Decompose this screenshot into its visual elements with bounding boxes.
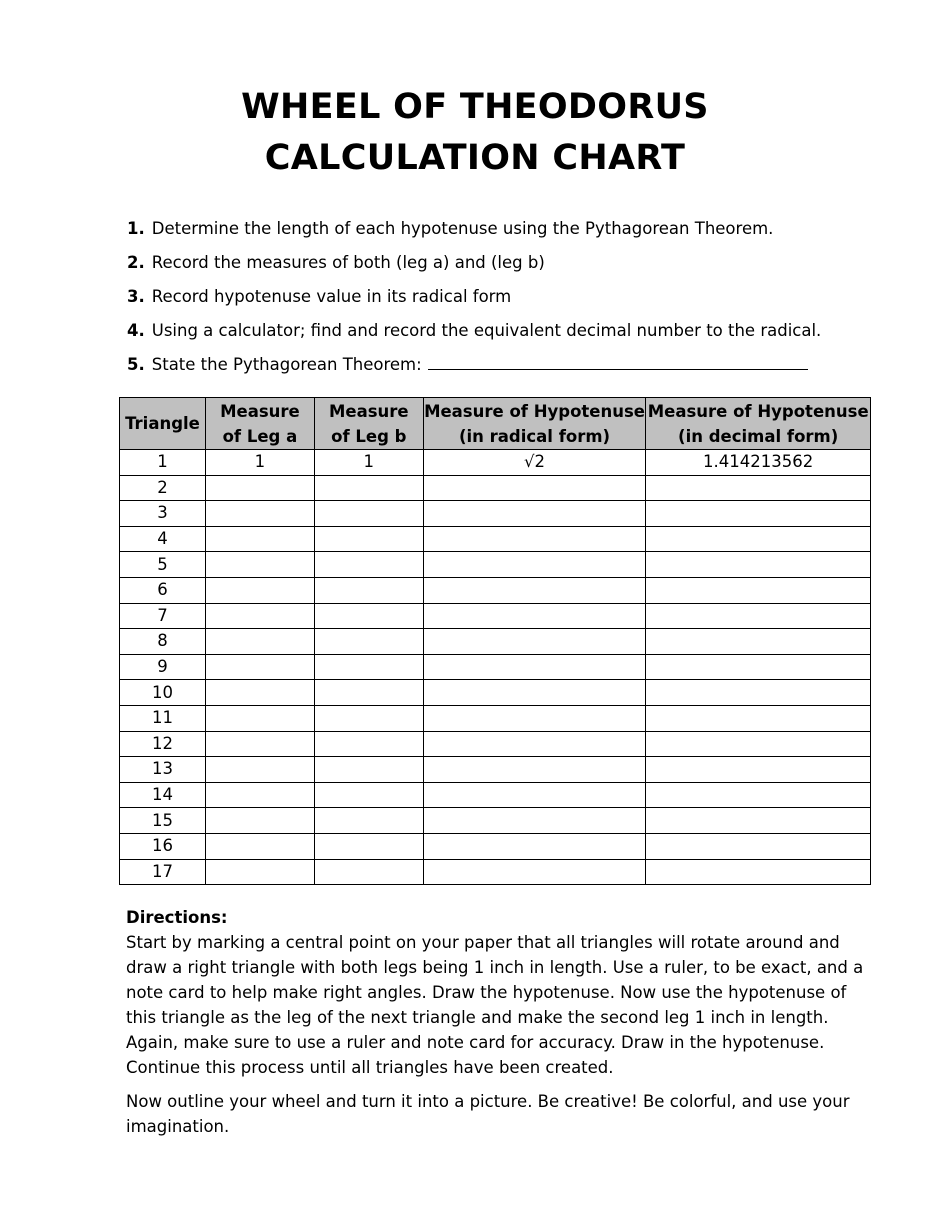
step-text: Determine the length of each hypotenuse using the Pythagorean Theorem. xyxy=(151,219,774,238)
hypotenuse-radical-cell[interactable] xyxy=(423,680,646,706)
table-row xyxy=(120,731,871,757)
directions-heading: Directions: xyxy=(126,908,228,927)
triangle-number-cell: 9 xyxy=(120,654,206,680)
leg-b-cell[interactable]: 1 xyxy=(314,450,423,476)
hypotenuse-decimal-cell[interactable] xyxy=(646,833,871,859)
table-row xyxy=(120,859,871,885)
table-row xyxy=(120,808,871,834)
triangle-number-cell: 16 xyxy=(120,833,206,859)
table-row xyxy=(120,552,871,578)
table-row xyxy=(120,833,871,859)
triangle-number-cell: 17 xyxy=(120,859,206,885)
leg-a-cell[interactable] xyxy=(205,526,314,552)
leg-b-cell[interactable] xyxy=(314,501,423,527)
hypotenuse-decimal-cell[interactable] xyxy=(646,629,871,655)
column-header-leg-a: Measure of Leg a xyxy=(205,398,314,450)
leg-b-cell[interactable] xyxy=(314,680,423,706)
leg-b-cell[interactable] xyxy=(314,757,423,783)
triangle-number-cell: 14 xyxy=(120,782,206,808)
hypotenuse-radical-cell[interactable] xyxy=(423,654,646,680)
table-row xyxy=(120,501,871,527)
hypotenuse-decimal-cell[interactable] xyxy=(646,705,871,731)
leg-a-cell[interactable] xyxy=(205,705,314,731)
leg-b-cell[interactable] xyxy=(314,705,423,731)
leg-a-cell[interactable] xyxy=(205,577,314,603)
step-text: Record the measures of both (leg a) and (leg b) xyxy=(151,253,545,272)
table-row xyxy=(120,629,871,655)
leg-a-cell[interactable] xyxy=(205,808,314,834)
hypotenuse-radical-cell[interactable]: √2 xyxy=(423,450,646,476)
hypotenuse-decimal-cell[interactable] xyxy=(646,526,871,552)
leg-b-cell[interactable] xyxy=(314,808,423,834)
leg-a-cell[interactable] xyxy=(205,757,314,783)
hypotenuse-decimal-cell[interactable] xyxy=(646,577,871,603)
table-body xyxy=(120,450,871,885)
hypotenuse-radical-cell[interactable] xyxy=(423,859,646,885)
hypotenuse-decimal-cell[interactable] xyxy=(646,603,871,629)
instruction-list xyxy=(127,212,821,382)
triangle-number-cell: 4 xyxy=(120,526,206,552)
hypotenuse-radical-cell[interactable] xyxy=(423,526,646,552)
hypotenuse-radical-cell[interactable] xyxy=(423,705,646,731)
leg-a-cell[interactable] xyxy=(205,552,314,578)
leg-a-cell[interactable] xyxy=(205,859,314,885)
page-title xyxy=(0,82,950,184)
table-row xyxy=(120,680,871,706)
triangle-number-cell: 5 xyxy=(120,552,206,578)
leg-b-cell[interactable] xyxy=(314,731,423,757)
column-header-hypotenuse-decimal: Measure of Hypotenuse (in decimal form) xyxy=(646,398,871,450)
leg-b-cell[interactable] xyxy=(314,526,423,552)
triangle-number-cell: 3 xyxy=(120,501,206,527)
leg-a-cell[interactable] xyxy=(205,731,314,757)
hypotenuse-decimal-cell[interactable]: 1.414213562 xyxy=(646,450,871,476)
hypotenuse-decimal-cell[interactable] xyxy=(646,757,871,783)
column-header-leg-b: Measure of Leg b xyxy=(314,398,423,450)
table-row xyxy=(120,705,871,731)
title-line-1: WHEEL OF THEODORUS xyxy=(241,87,709,127)
instruction-item xyxy=(127,348,821,382)
leg-b-cell[interactable] xyxy=(314,475,423,501)
triangle-number-cell: 10 xyxy=(120,680,206,706)
leg-a-cell[interactable] xyxy=(205,654,314,680)
table-row xyxy=(120,654,871,680)
step-number: 4. xyxy=(127,321,145,340)
leg-a-cell[interactable] xyxy=(205,603,314,629)
instruction-item xyxy=(127,212,821,246)
hypotenuse-decimal-cell[interactable] xyxy=(646,782,871,808)
hypotenuse-radical-cell[interactable] xyxy=(423,782,646,808)
triangle-number-cell: 13 xyxy=(120,757,206,783)
leg-b-cell[interactable] xyxy=(314,859,423,885)
leg-a-cell[interactable] xyxy=(205,629,314,655)
step-number: 5. xyxy=(127,355,145,374)
hypotenuse-radical-cell[interactable] xyxy=(423,501,646,527)
hypotenuse-decimal-cell[interactable] xyxy=(646,501,871,527)
step-number: 2. xyxy=(127,253,145,272)
hypotenuse-radical-cell[interactable] xyxy=(423,577,646,603)
hypotenuse-decimal-cell[interactable] xyxy=(646,654,871,680)
leg-b-cell[interactable] xyxy=(314,603,423,629)
directions-section xyxy=(126,905,876,1148)
table-row xyxy=(120,450,871,476)
leg-a-cell[interactable]: 1 xyxy=(205,450,314,476)
triangle-number-cell: 11 xyxy=(120,705,206,731)
leg-a-cell[interactable] xyxy=(205,475,314,501)
directions-paragraph: Start by marking a central point on your paper that all triangles will rotate around and draw a right triangle with both legs being 1 inch in length. Use a ruler, to be exact, and a note card to help make right angles. Draw the hypotenuse. Now use the hypotenuse of this triangle as the leg of the next triangle and make the second leg 1 inch in length. Again, make sure to use a ruler and note card for accuracy. Draw in the hypotenuse. Continue this process until all triangles have been created. xyxy=(126,933,864,1077)
leg-b-cell[interactable] xyxy=(314,833,423,859)
column-header-triangle: Triangle xyxy=(120,398,206,450)
instruction-item xyxy=(127,246,821,280)
calculation-table xyxy=(119,397,871,885)
instruction-item xyxy=(127,314,821,348)
hypotenuse-decimal-cell[interactable] xyxy=(646,475,871,501)
hypotenuse-radical-cell[interactable] xyxy=(423,833,646,859)
step-number: 3. xyxy=(127,287,145,306)
step-text: Record hypotenuse value in its radical form xyxy=(151,287,512,306)
table-header-row xyxy=(120,398,871,450)
table-row xyxy=(120,577,871,603)
triangle-number-cell: 15 xyxy=(120,808,206,834)
leg-b-cell[interactable] xyxy=(314,629,423,655)
hypotenuse-decimal-cell[interactable] xyxy=(646,731,871,757)
leg-b-cell[interactable] xyxy=(314,552,423,578)
hypotenuse-radical-cell[interactable] xyxy=(423,603,646,629)
hypotenuse-decimal-cell[interactable] xyxy=(646,680,871,706)
answer-blank-line[interactable] xyxy=(428,355,808,370)
leg-a-cell[interactable] xyxy=(205,680,314,706)
leg-b-cell[interactable] xyxy=(314,782,423,808)
triangle-number-cell: 8 xyxy=(120,629,206,655)
triangle-number-cell: 7 xyxy=(120,603,206,629)
hypotenuse-radical-cell[interactable] xyxy=(423,475,646,501)
step-text: State the Pythagorean Theorem: xyxy=(151,355,422,374)
hypotenuse-radical-cell[interactable] xyxy=(423,808,646,834)
triangle-number-cell: 6 xyxy=(120,577,206,603)
hypotenuse-radical-cell[interactable] xyxy=(423,629,646,655)
step-text: Using a calculator; find and record the equivalent decimal number to the radical. xyxy=(151,321,822,340)
table-row xyxy=(120,782,871,808)
table-row xyxy=(120,757,871,783)
leg-b-cell[interactable] xyxy=(314,577,423,603)
table-row xyxy=(120,603,871,629)
table-row xyxy=(120,526,871,552)
title-line-2: CALCULATION CHART xyxy=(264,138,686,178)
hypotenuse-radical-cell[interactable] xyxy=(423,731,646,757)
triangle-number-cell: 2 xyxy=(120,475,206,501)
column-header-hypotenuse-radical: Measure of Hypotenuse (in radical form) xyxy=(423,398,646,450)
directions-paragraph: Now outline your wheel and turn it into a picture. Be creative! Be colorful, and use your imagination. xyxy=(126,1092,850,1136)
hypotenuse-decimal-cell[interactable] xyxy=(646,808,871,834)
leg-a-cell[interactable] xyxy=(205,833,314,859)
leg-a-cell[interactable] xyxy=(205,501,314,527)
triangle-number-cell: 1 xyxy=(120,450,206,476)
triangle-number-cell: 12 xyxy=(120,731,206,757)
hypotenuse-radical-cell[interactable] xyxy=(423,552,646,578)
step-number: 1. xyxy=(127,219,145,238)
table-row xyxy=(120,475,871,501)
hypotenuse-radical-cell[interactable] xyxy=(423,757,646,783)
hypotenuse-decimal-cell[interactable] xyxy=(646,552,871,578)
hypotenuse-decimal-cell[interactable] xyxy=(646,859,871,885)
leg-a-cell[interactable] xyxy=(205,782,314,808)
instruction-item xyxy=(127,280,821,314)
leg-b-cell[interactable] xyxy=(314,654,423,680)
